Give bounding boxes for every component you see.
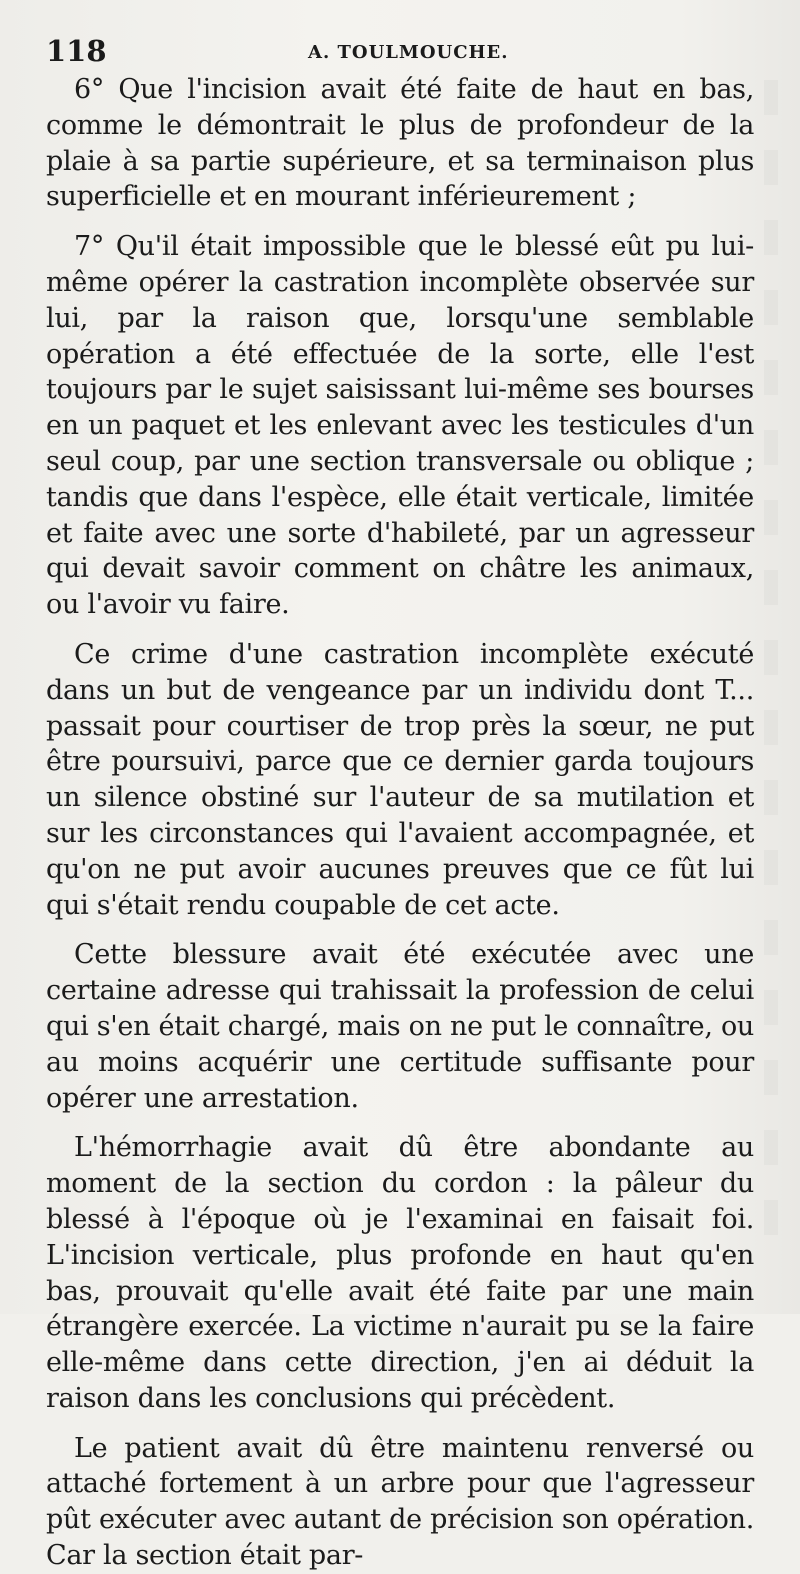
paragraph-patient: Le patient avait dû être maintenu renversé ou attaché fortement à un arbre pour que l'agresseur pût exécuter avec autant de précision son opération. Car la section était par- bbox=[46, 1432, 754, 1572]
page-number: 118 bbox=[46, 34, 107, 68]
paragraph-wound: Cette blessure avait été exécutée avec une certaine adresse qui trahissait la profession de celui qui s'en était chargé, mais on ne put le connaître, ou au moins acquérir une certitude suffisante pour opérer une arrestation. bbox=[46, 939, 754, 1114]
page-header bbox=[46, 34, 766, 68]
body-text bbox=[46, 72, 754, 1574]
running-head: A. TOULMOUCHE. bbox=[308, 42, 509, 63]
paragraph-crime: Ce crime d'une castration incomplète exécuté dans un but de vengeance par un individu dont T... passait pour courtiser de trop près la sœur, ne put être poursuivi, parce que ce dernier garda toujours un silence obstiné sur l'auteur de sa mutilation et sur les circonstances qui l'avaient accompagnée, et qu'on ne put avoir aucunes preuves que ce fût lui qui s'était rendu coupable de cet acte. bbox=[46, 638, 754, 921]
paragraph-conclusion-6: 6° Que l'incision avait été faite de haut en bas, comme le démontrait le plus de profondeur de la plaie à sa partie supérieure, et sa terminaison plus superficielle et en mourant inférieurement ; bbox=[46, 74, 754, 213]
paragraph-conclusion-7: 7° Qu'il était impossible que le blessé eût pu lui-même opérer la castration incomplète observée sur lui, par la raison que, lorsqu'une semblable opération a été effectuée de la sorte, elle l'est toujours par le sujet saisissant lui-même ses bourses en un paquet et les enlevant avec les testicules d'un seul coup, par une section transversale ou oblique ; tandis que dans l'espèce, elle était verticale, limitée et faite avec une sorte d'habileté, par un agresseur qui devait savoir comment on châtre les animaux, ou l'avoir vu faire. bbox=[46, 231, 754, 621]
paragraph-hemorrhage: L'hémorrhagie avait dû être abondante au moment de la section du cordon : la pâleur du blessé à l'époque où je l'examinai en faisait foi. L'incision verticale, plus profonde en haut qu'en bas, prouvait qu'elle avait été faite par une main étrangère exercée. La victime n'aurait pu se la faire elle-même dans cette direction, j'en ai déduit la raison dans les conclusions qui précèdent. bbox=[46, 1132, 754, 1414]
show-through-shadow bbox=[764, 80, 778, 1260]
